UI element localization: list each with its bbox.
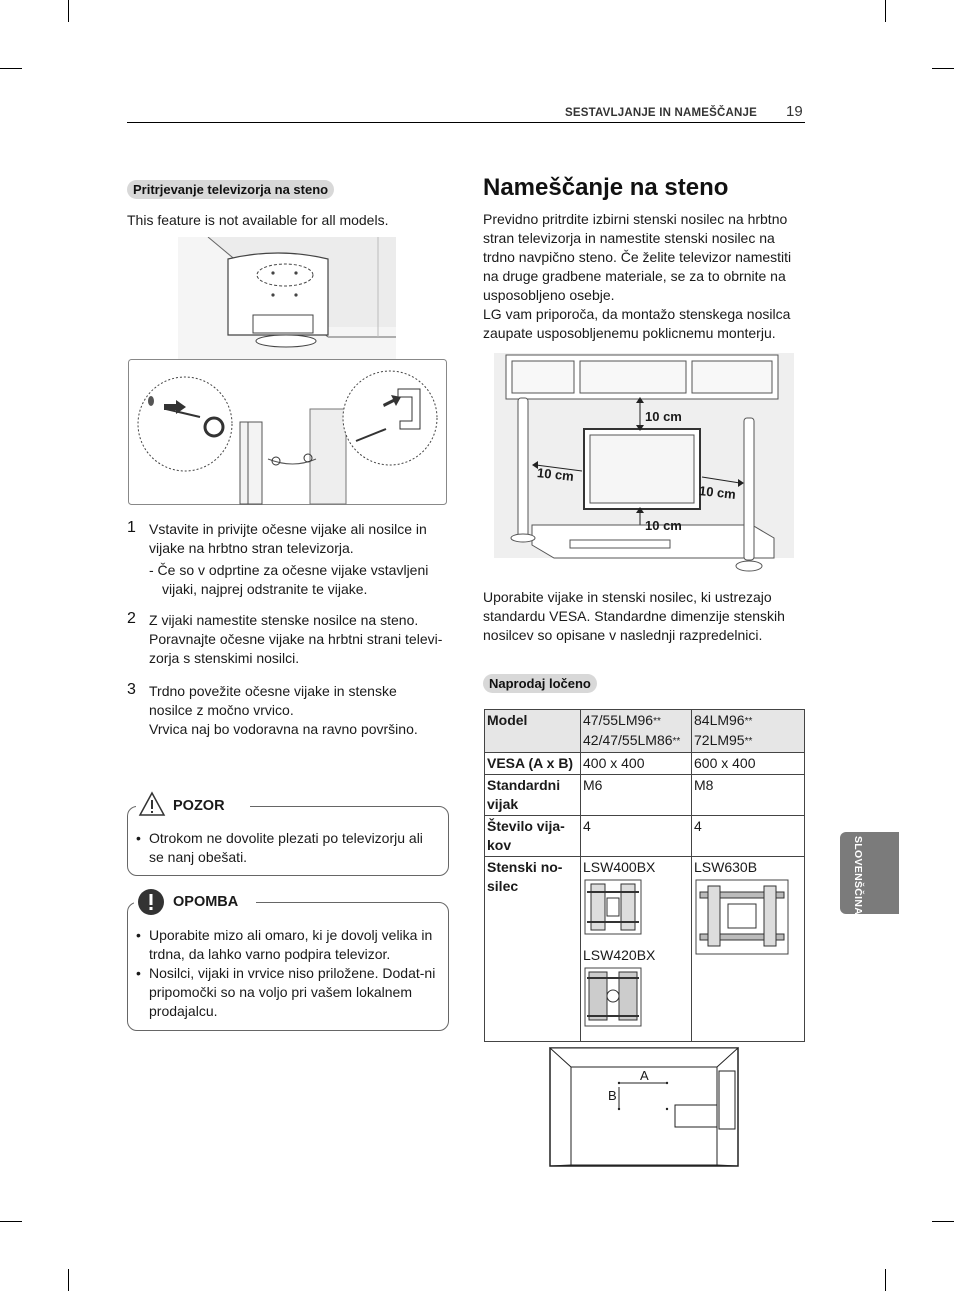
step-2-text: Z vijaki namestite stenske nosilce na steno. Poravnajte očesne vijake na hrbtni strani televi- zorja s stenskimi nosilci. [149,612,443,666]
clearance-label-top: 10 cm [645,409,682,424]
step-1-text: Vstavite in privijte očesne vijake ali nosilce in vijake na hrbtno stran televizorja. [149,521,427,556]
crop-mark [68,0,69,22]
vesa-dimension-diagram [549,1047,739,1167]
step-2-number: 2 [127,610,136,627]
crop-mark [68,1269,69,1291]
clearance-label-left: 10 cm [536,465,575,484]
clearance-illustration [494,353,794,578]
table-cell: 4 [581,816,692,857]
caution-item: • Otrokom ne dovolite plezati po televizorju ali se nanj obešati. [136,829,436,867]
bracket-lsw400bx-image [583,878,643,936]
table-cell: M6 [581,775,692,816]
table-row [485,753,805,775]
page-title: Nameščanje na steno [483,174,729,201]
crop-mark [932,68,954,69]
table-cell: LSW630B [692,857,805,1042]
crop-mark [885,0,886,22]
table-cell: 84LM96** 72LM95** [692,710,805,753]
section-pill-wall-securing: Pritrjevanje televizorja na steno [127,180,334,199]
table-cell: 47/55LM96** 42/47/55LM86** [581,710,692,753]
header-rule [127,122,805,123]
step-1-number: 1 [127,519,136,536]
table-cell: 600 x 400 [692,753,805,775]
table-cell: 400 x 400 [581,753,692,775]
wall-mount-spec-table [484,709,805,1042]
table-row [485,710,805,753]
crop-mark [0,68,22,69]
note-item: • Nosilci, vijaki in vrvice niso priložene. Dodat-ni pripomočki so na voljo pri vašem lokalnem prodajalcu. [136,964,436,1021]
running-header: SESTAVLJANJE IN NAMEŠČANJE [565,107,758,119]
bracket-lsw420bx-image [583,966,643,1028]
table-header-cell: Stenski no-silec [485,857,581,1042]
eye-bolt-bracket-illustration [128,359,448,506]
note-box [127,902,449,1031]
language-side-tab: SLOVENŠČINA [840,832,899,914]
clearance-label-bottom: 10 cm [645,518,682,533]
exclamation-circle-icon [137,888,165,916]
tv-back-illustration [178,237,396,359]
table-cell: M8 [692,775,805,816]
note-heading: OPOMBA [134,887,256,917]
table-header-cell: Standardni vijak [485,775,581,816]
wall-mount-intro: Previdno pritrdite izbirni stenski nosilec na hrbtno stran televizorja in namestite stenski nosilec na trdno navpično steno. Če želite televizor namestiti na druge gradbene materiale, se za to obrnite na usposobljeno osebje. LG vam priporoča, da montažo stenskega nosilca zaupate usposobljenemu poklicnemu monterju. [483,211,792,341]
crop-mark [885,1269,886,1291]
table-cell: 4 [692,816,805,857]
section-pill-sold-separately: Naprodaj ločeno [483,674,597,693]
vesa-paragraph: Uporabite vijake in stenski nosilec, ki ustrezajo standardu VESA. Standardne dimenzije stenskih nosilcev so opisane v naslednji razpredelnici. [483,589,785,643]
dimension-label-a: A [640,1068,649,1083]
page-number: 19 [786,103,803,120]
table-cell: LSW400BX LSW420BX [581,857,692,1042]
step-3-number: 3 [127,681,136,698]
table-header-cell: Model [485,710,581,753]
bracket-lsw630b-image [694,878,790,956]
table-header-cell: Število vija-kov [485,816,581,857]
table-row [485,775,805,816]
table-row [485,816,805,857]
dimension-label-b: B [608,1088,617,1103]
step-3-text: Trdno povežite očesne vijake in stenske nosilce z močno vrvico. Vrvica naj bo vodoravna na ravno površino. [149,683,418,737]
note-item: • Uporabite mizo ali omaro, ki je dovolj velika in trdna, da lahko varno podpira televizor. [136,926,436,964]
warning-triangle-icon [138,791,166,817]
crop-mark [932,1221,954,1222]
clearance-label-right: 10 cm [698,483,737,502]
step-1-subnote: - Če so v odprtine za očesne vijake vstavljeni vijaki, najprej odstranite te vijake. [149,562,429,597]
table-header-cell: VESA (A x B) [485,753,581,775]
availability-note: This feature is not available for all models. [127,212,389,228]
crop-mark [0,1221,22,1222]
caution-heading: POZOR [136,790,250,820]
table-row [485,857,805,1042]
